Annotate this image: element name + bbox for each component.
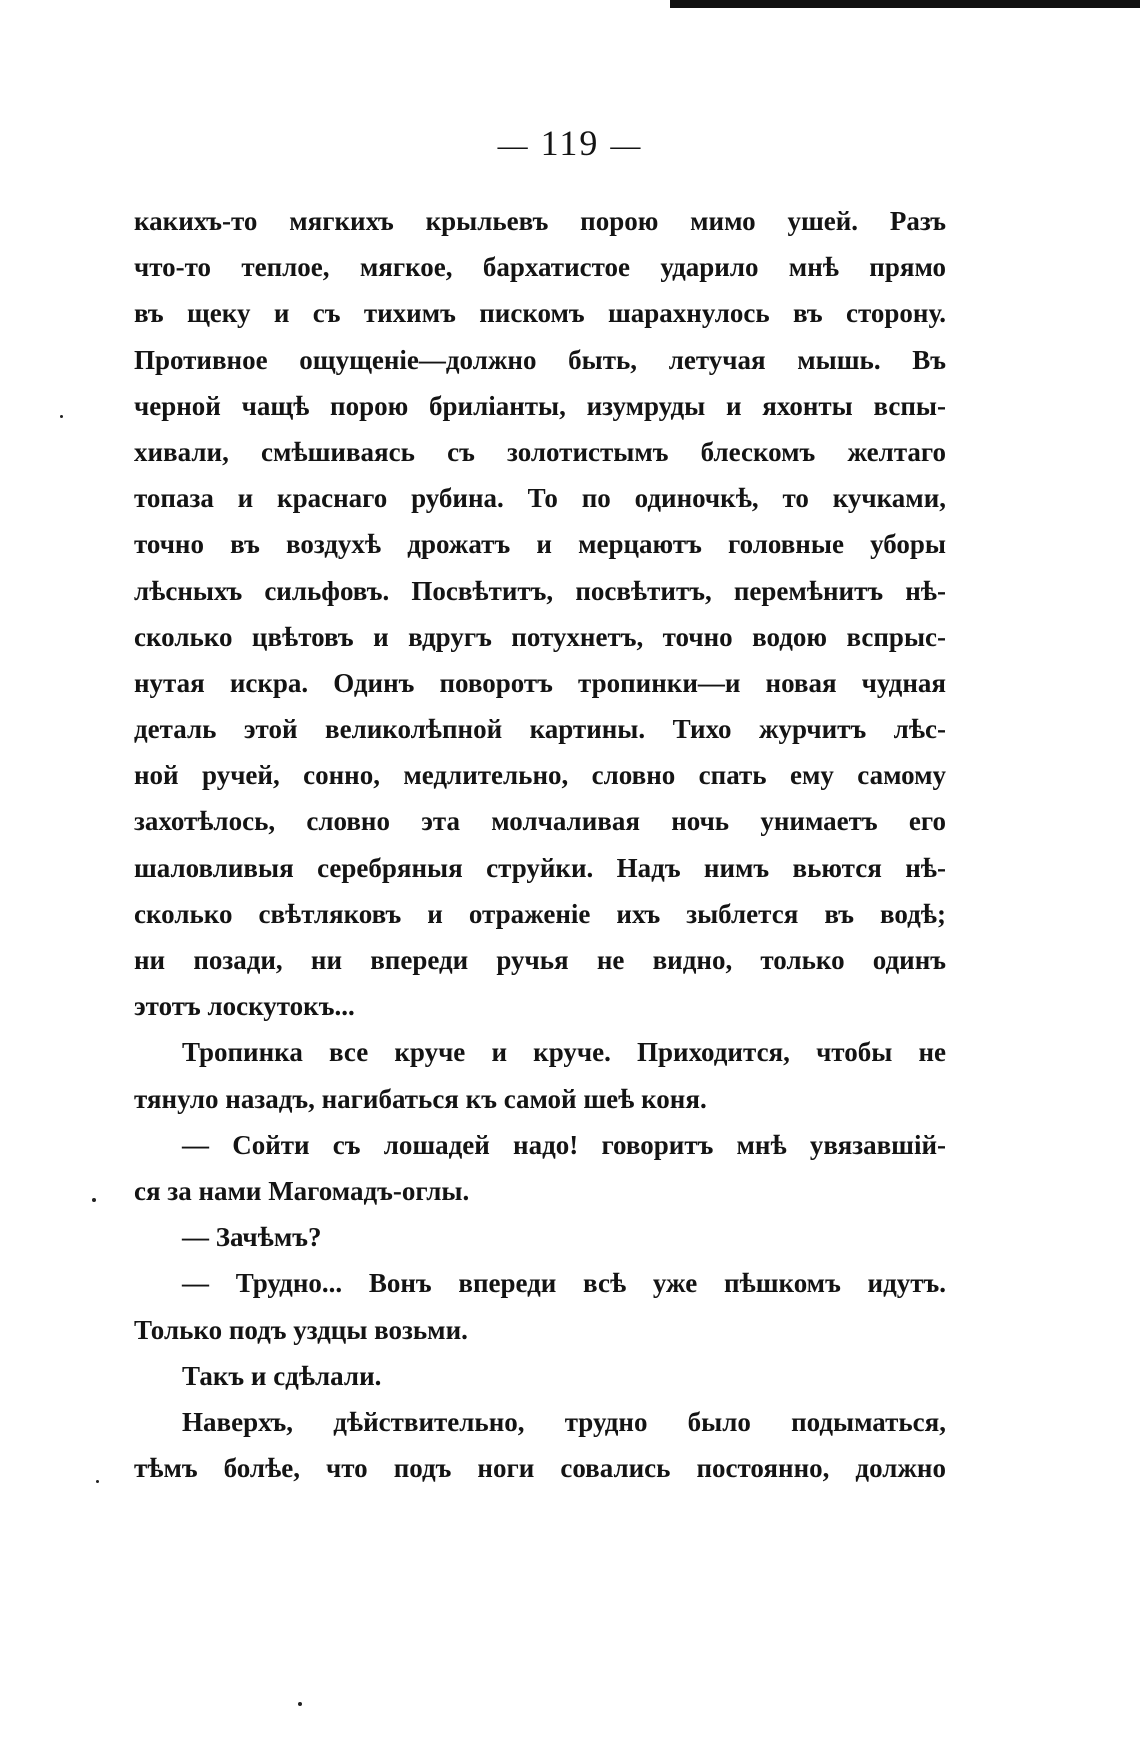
text-line: ной ручей, сонно, медлительно, словно спать ему самому bbox=[134, 760, 946, 791]
text-line: шаловливыя серебряныя струйки. Надъ нимъ вьются нѣ- bbox=[134, 852, 946, 883]
text-line: нутая искра. Одинъ поворотъ тропинки—и новая чудная bbox=[134, 667, 946, 698]
text-line: лѣсныхъ сильфовъ. Посвѣтитъ, посвѣтитъ, перемѣнитъ нѣ- bbox=[134, 575, 946, 606]
text-line: тянуло назадъ, нагибаться къ самой шеѣ коня. bbox=[134, 1083, 707, 1114]
text-line: захотѣлось, словно эта молчаливая ночь унимаетъ его bbox=[134, 806, 946, 837]
page-number-dash-left: — bbox=[497, 129, 530, 162]
text-line: сколько цвѣтовъ и вдругъ потухнетъ, точно водою вспрыс- bbox=[134, 621, 946, 652]
text-line: — Сойти съ лошадей надо! говоритъ мнѣ увязавшій- bbox=[182, 1129, 946, 1160]
text-line: Только подъ уздцы возьми. bbox=[134, 1314, 468, 1345]
text-line: Противное ощущеніе—должно быть, летучая мышь. Въ bbox=[134, 344, 946, 375]
text-line: точно въ воздухѣ дрожатъ и мерцаютъ головные уборы bbox=[134, 529, 946, 560]
page-number bbox=[0, 122, 1140, 164]
text-line: ни позади, ни впереди ручья не видно, только одинъ bbox=[134, 945, 946, 975]
scan-speck bbox=[96, 1480, 99, 1483]
scan-speck bbox=[298, 1702, 302, 1706]
page-number-dash-right: — bbox=[610, 129, 643, 162]
text-line: деталь этой великолѣпной картины. Тихо журчитъ лѣс- bbox=[134, 714, 946, 745]
text-line: топаза и краснаго рубина. То по одиночкѣ, то кучками, bbox=[134, 483, 946, 514]
text-line: — Зачѣмъ? bbox=[182, 1222, 322, 1253]
body-text bbox=[134, 198, 946, 1491]
scan-speck bbox=[60, 415, 63, 418]
text-line: Тропинка все круче и круче. Приходится, чтобы не bbox=[182, 1037, 946, 1068]
text-line: Наверхъ, дѣйствительно, трудно было подыматься, bbox=[182, 1406, 946, 1437]
text-line: въ щеку и съ тихимъ пискомъ шарахнулось въ сторону. bbox=[134, 298, 946, 329]
text-line: черной чащѣ порою бриліанты, изумруды и яхонты вспы- bbox=[134, 390, 946, 421]
text-line: этотъ лоскутокъ... bbox=[134, 991, 355, 1022]
text-line: хивали, смѣшиваясь съ золотистымъ блескомъ желтаго bbox=[134, 436, 946, 467]
text-line: сколько свѣтляковъ и отраженіе ихъ зыблется въ водѣ; bbox=[134, 898, 946, 929]
scan-edge-bar bbox=[670, 0, 1140, 8]
text-line: ся за нами Магомадъ-оглы. bbox=[134, 1175, 470, 1206]
page-number-value: 119 bbox=[540, 123, 600, 163]
text-line: — Трудно... Вонъ впереди всѣ уже пѣшкомъ идутъ. bbox=[182, 1268, 946, 1299]
text-line: Такъ и сдѣлали. bbox=[182, 1360, 382, 1391]
scan-speck bbox=[92, 1198, 96, 1202]
text-line: какихъ-то мягкихъ крыльевъ порою мимо ушей. Разъ bbox=[134, 206, 946, 236]
text-line: что-то теплое, мягкое, бархатистое ударило мнѣ прямо bbox=[134, 252, 946, 283]
text-line: тѣмъ болѣе, что подъ ноги совались постоянно, должно bbox=[134, 1453, 946, 1484]
